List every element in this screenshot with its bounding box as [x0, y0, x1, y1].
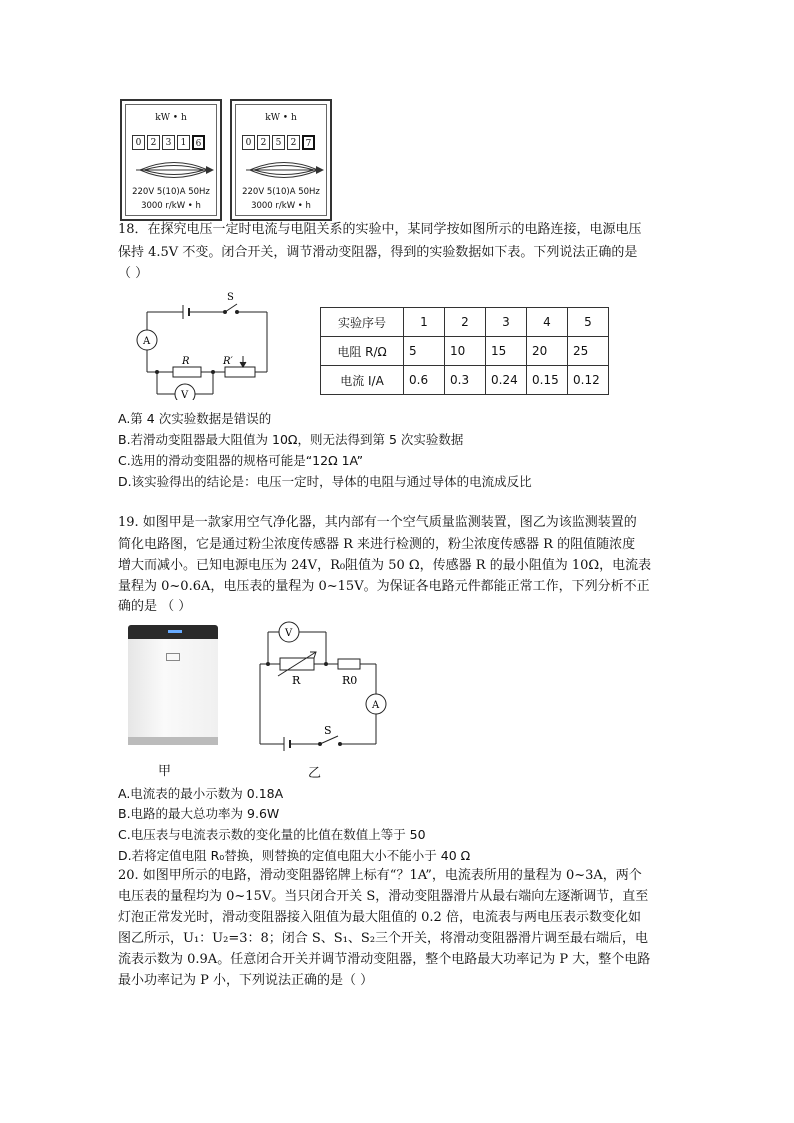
table-row — [321, 337, 609, 366]
q20-text-line: 流表示数为 0.9A。任意闭合开关并调节滑动变阻器，整个电路最大功率记为 P 大，整个电路 — [118, 952, 651, 967]
meter-spec: 220V 5(10)A 50Hz — [132, 187, 210, 197]
meter-digit: 0 — [132, 135, 145, 150]
table-cell: 0.15 — [527, 366, 568, 395]
meter-digit: 0 — [242, 135, 255, 150]
table-cell: 0.12 — [568, 366, 609, 395]
meter-disc-icon — [134, 157, 214, 183]
sensor-label: R — [292, 674, 301, 687]
q18-text-line: 18．在探究电压一定时电流与电阻关系的实验中，某同学按如图所示的电路连接，电源电压 — [118, 222, 642, 237]
q20-text-line: 最小功率记为 P 小，下列说法正确的是（ ） — [118, 973, 374, 988]
figure-label-yi: 乙 — [308, 766, 322, 781]
switch-label: S — [227, 292, 234, 303]
q18-circuit-diagram — [125, 290, 285, 400]
q18-text-line: 保持 4.5V 不变。闭合开关，调节滑动变阻器，得到的实验数据如下表。下列说法正确的是 — [118, 245, 638, 260]
table-cell: 4 — [527, 308, 568, 337]
table-cell: 2 — [445, 308, 486, 337]
meter-digits — [132, 135, 207, 150]
table-cell: 0.24 — [486, 366, 527, 395]
q20-text-line: 图乙所示，U₁：U₂=3：8；闭合 S、S₁、S₂三个开关，将滑动变阻器滑片调至最右端后，电 — [118, 931, 649, 946]
q19-option-d: D.若将定值电阻 R₀替换，则替换的定值电阻大小不能小于 40 Ω — [118, 848, 471, 863]
meter-disc-icon — [244, 157, 324, 183]
meter-digit: 5 — [272, 135, 285, 150]
ammeter-label: A — [372, 700, 380, 711]
q19-text-line: 确的是 （ ） — [118, 599, 192, 614]
meter-spec: 220V 5(10)A 50Hz — [242, 187, 320, 197]
meter-rev: 3000 r/kW • h — [141, 201, 201, 211]
q20-text-line: 电压表的量程均为 0~15V。当只闭合开关 S，滑动变阻器滑片从最右端向左逐渐调节，直至 — [118, 889, 649, 904]
table-cell: 25 — [568, 337, 609, 366]
meter-unit: kW • h — [155, 113, 187, 123]
q19-text-line: 简化电路图，它是通过粉尘浓度传感器 R 来进行检测的，粉尘浓度传感器 R 的阻值随浓度 — [118, 537, 636, 552]
meter-digit: 1 — [177, 135, 190, 150]
energy-meter-1 — [120, 99, 222, 221]
q19-option-a: A.电流表的最小示数为 0.18A — [118, 786, 284, 801]
table-cell: 20 — [527, 337, 568, 366]
meter-unit: kW • h — [265, 113, 297, 123]
meter-digits — [242, 135, 317, 150]
q19-option-c: C.电压表与电流表示数的变化量的比值在数值上等于 50 — [118, 827, 426, 842]
meter-digit: 2 — [257, 135, 270, 150]
resistor-label: R — [182, 356, 190, 367]
energy-meter-2 — [230, 99, 332, 221]
q20-text-line: 灯泡正常发光时，滑动变阻器接入阻值为最大阻值的 0.2 倍，电流表与两电压表示数变化如 — [118, 910, 641, 925]
table-cell: 电阻 R/Ω — [321, 337, 404, 366]
meter-digit: 3 — [162, 135, 175, 150]
air-purifier-image — [128, 625, 218, 745]
table-cell: 15 — [486, 337, 527, 366]
q18-data-table — [320, 307, 609, 395]
q19-circuit-diagram — [238, 618, 388, 753]
switch-label: S — [324, 724, 332, 737]
voltmeter-label: V — [285, 628, 293, 639]
q20-text-line: 20. 如图甲所示的电路，滑动变阻器铭牌上标有“？1A”，电流表所用的量程为 0~3A，两个 — [118, 868, 642, 883]
table-cell: 电流 I/A — [321, 366, 404, 395]
table-cell: 5 — [404, 337, 445, 366]
table-row — [321, 308, 609, 337]
meter-digit: 7 — [302, 135, 315, 150]
meter-digit: 2 — [287, 135, 300, 150]
meter-rev: 3000 r/kW • h — [251, 201, 311, 211]
table-cell: 10 — [445, 337, 486, 366]
q18-option-d: D.该实验得出的结论是：电压一定时，导体的电阻与通过导体的电流成反比 — [118, 474, 532, 489]
table-cell: 5 — [568, 308, 609, 337]
q18-option-a: A.第 4 次实验数据是错误的 — [118, 411, 272, 426]
q18-option-b: B.若滑动变阻器最大阻值为 10Ω，则无法得到第 5 次实验数据 — [118, 432, 464, 447]
meter-digit: 6 — [192, 135, 205, 150]
q18-text-line: （ ） — [118, 266, 149, 281]
q19-text-line: 19. 如图甲是一款家用空气净化器，其内部有一个空气质量监测装置，图乙为该监测装置的 — [118, 515, 637, 530]
table-cell: 0.3 — [445, 366, 486, 395]
table-cell: 3 — [486, 308, 527, 337]
table-cell: 实验序号 — [321, 308, 404, 337]
table-row — [321, 366, 609, 395]
r0-label: R0 — [342, 674, 358, 687]
meter-digit: 2 — [147, 135, 160, 150]
table-cell: 1 — [404, 308, 445, 337]
q19-text-line: 量程为 0~0.6A，电压表的量程为 0~15V。为保证各电路元件都能正常工作，下列分析不正 — [118, 579, 650, 594]
q19-option-b: B.电路的最大总功率为 9.6W — [118, 806, 280, 821]
ammeter-label: A — [143, 336, 151, 347]
rheostat-label: R′ — [223, 356, 233, 367]
q18-option-c: C.选用的滑动变阻器的规格可能是“12Ω 1A” — [118, 453, 364, 468]
q19-text-line: 增大而减小。已知电源电压为 24V，R₀阻值为 50 Ω，传感器 R 的最小阻值为 10Ω，电流表 — [118, 558, 652, 573]
voltmeter-label: V — [181, 390, 189, 400]
table-cell: 0.6 — [404, 366, 445, 395]
figure-label-jia: 甲 — [158, 764, 172, 779]
